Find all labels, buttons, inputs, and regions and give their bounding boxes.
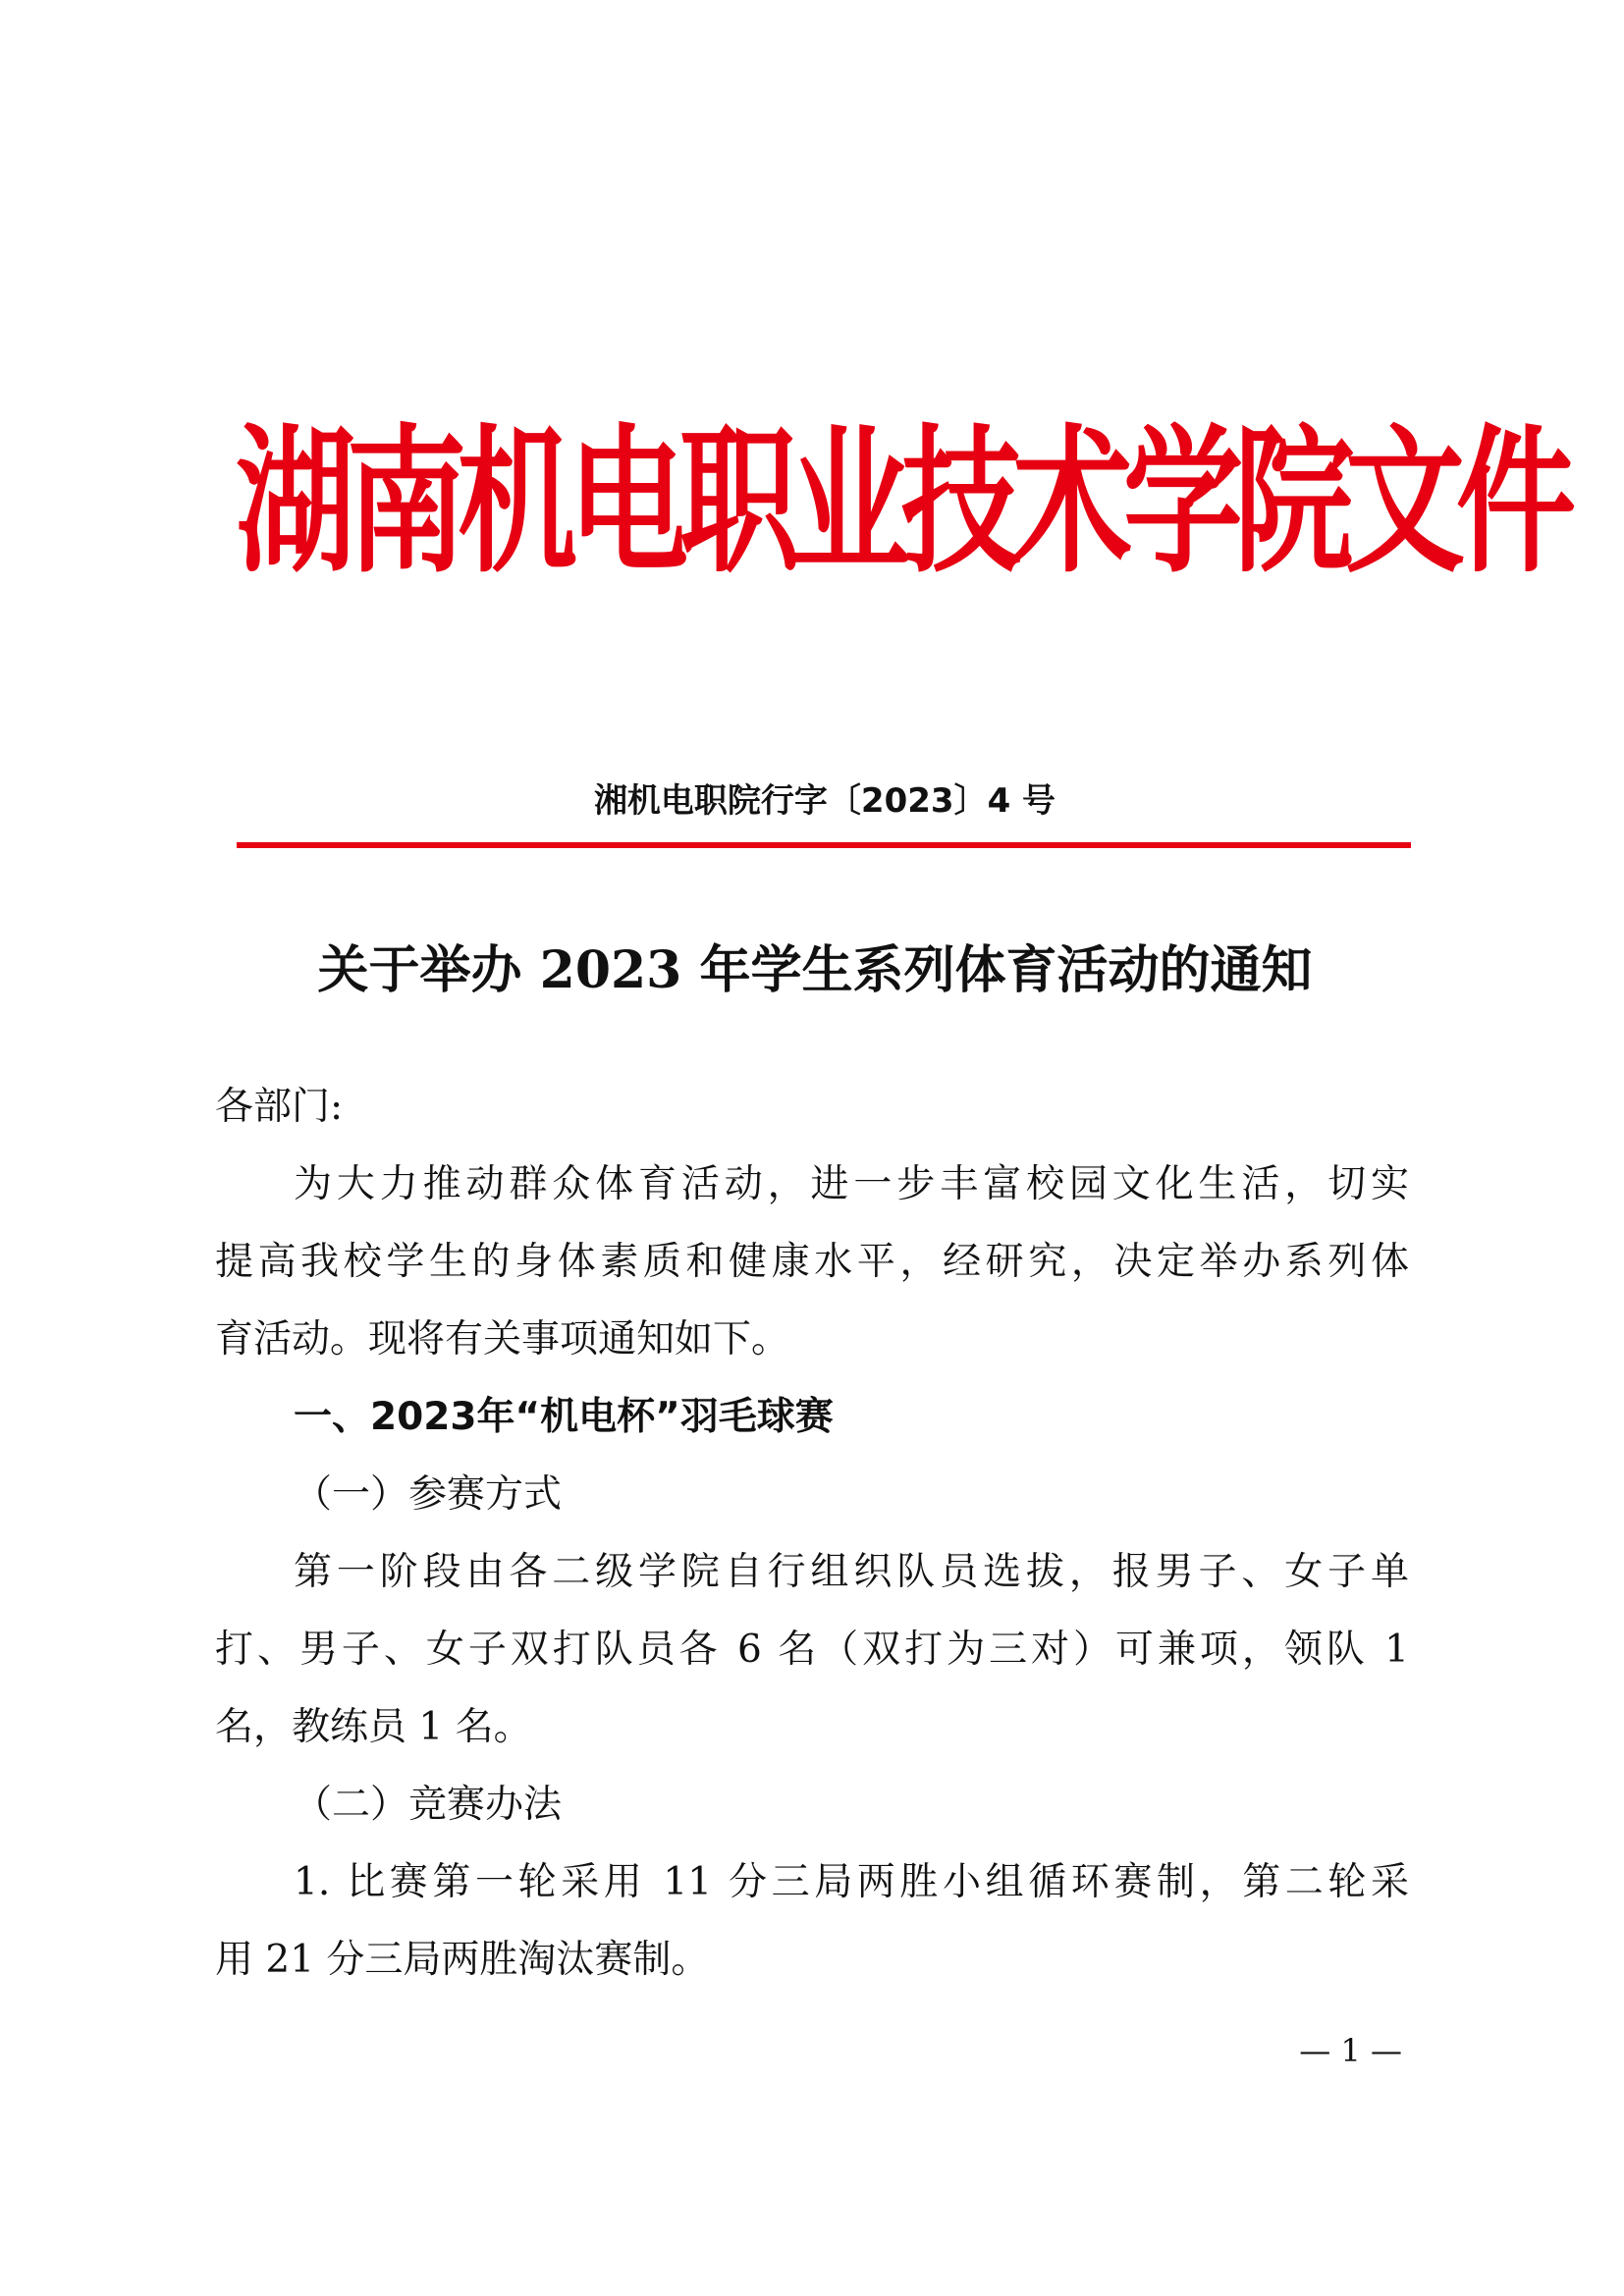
subsection-heading-entry: （一）参赛方式: [294, 1472, 563, 1517]
section-heading-badminton: 一、2023年“机电杯”羽毛球赛: [294, 1395, 834, 1439]
method-line-1: 1. 比赛第一轮采用 11 分三局两胜小组循环赛制，第二轮采: [294, 1860, 1409, 1904]
masthead-title: 湖南机电职业技术学院文件: [236, 407, 1567, 595]
entry-line-2: 打、男子、女子双打队员各 6 名（双打为三对）可兼项，领队 1: [215, 1628, 1409, 1672]
entry-line-3: 名，教练员 1 名。: [215, 1705, 532, 1749]
red-divider-line: [237, 842, 1411, 848]
entry-line-1: 第一阶段由各二级学院自行组织队员选拔，报男子、女子单: [294, 1550, 1409, 1594]
intro-line-2: 提高我校学生的身体素质和健康水平，经研究，决定举办系列体: [215, 1240, 1409, 1284]
document-number: 湘机电职院行字〔2023〕4 号: [593, 781, 1056, 821]
salutation: 各部门:: [215, 1085, 344, 1129]
intro-line-3: 育活动。现将有关事项通知如下。: [215, 1317, 790, 1362]
method-line-2: 用 21 分三局两胜淘汰赛制。: [215, 1938, 710, 1982]
subsection-heading-method: （二）竞赛办法: [294, 1783, 563, 1827]
intro-line-1: 为大力推动群众体育活动，进一步丰富校园文化生活，切实: [294, 1162, 1409, 1206]
document-title: 关于举办 2023 年学生系列体育活动的通知: [317, 940, 1313, 1000]
page-number: — 1 —: [1299, 2032, 1402, 2069]
